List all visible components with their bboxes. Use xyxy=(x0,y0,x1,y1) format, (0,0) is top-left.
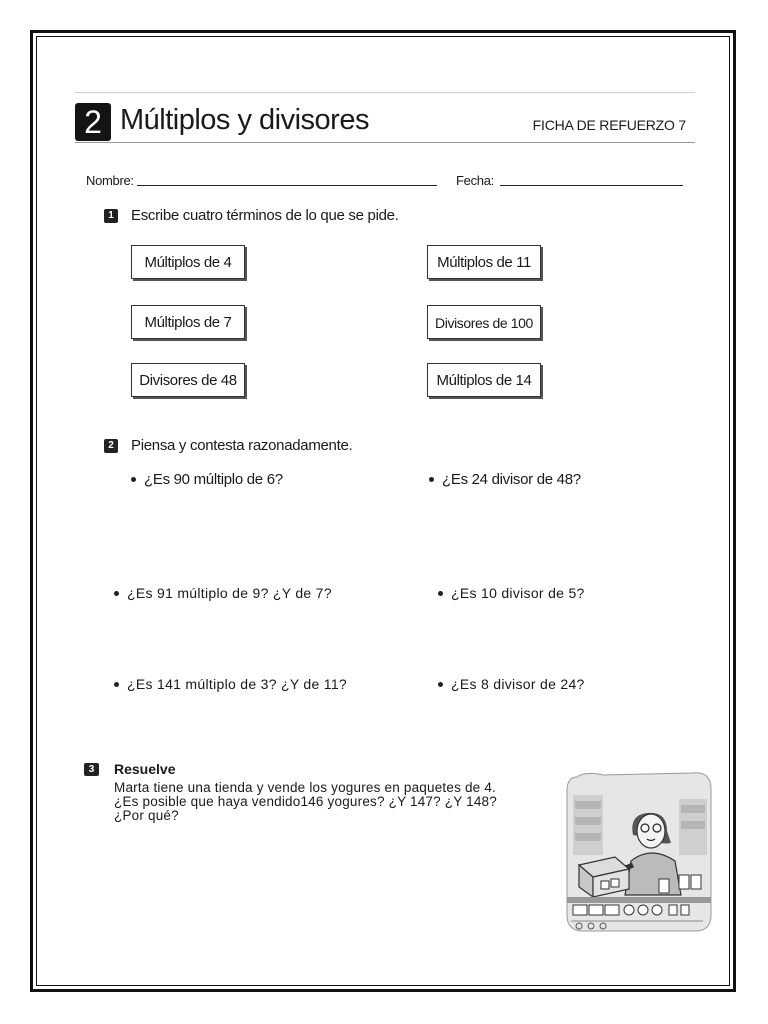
question-text: ¿Es 24 divisor de 48? xyxy=(442,471,581,488)
tag-multiples-of-14: Múltiplos de 14 xyxy=(427,363,541,397)
unit-number-badge: 2 xyxy=(75,103,111,141)
exercise-1-title: Escribe cuatro términos de lo que se pide. xyxy=(131,207,399,224)
tag-multiples-of-4: Múltiplos de 4 xyxy=(131,245,245,279)
bullet-icon xyxy=(131,477,136,482)
exercise-3-line: ¿Es posible que haya vendido146 yogures? ¿Y 147? ¿Y 148? xyxy=(114,794,497,809)
unit-title: Múltiplos y divisores xyxy=(120,104,369,136)
exercise-2-title: Piensa y contesta razonadamente. xyxy=(131,437,353,454)
exercise-1-number: 1 xyxy=(104,209,118,223)
date-field-line[interactable] xyxy=(500,185,683,186)
bullet-icon xyxy=(429,477,434,482)
name-field-line[interactable] xyxy=(137,185,437,186)
question-item xyxy=(438,585,585,601)
bullet-icon xyxy=(114,682,119,687)
tag-multiples-of-7: Múltiplos de 7 xyxy=(131,305,245,339)
bullet-icon xyxy=(438,682,443,687)
exercise-3-text xyxy=(114,781,554,823)
question-text: ¿Es 8 divisor de 24? xyxy=(451,676,585,692)
tag-multiples-of-11: Múltiplos de 11 xyxy=(427,245,541,279)
question-item xyxy=(114,676,347,692)
exercise-3-line: Marta tiene una tienda y vende los yogures en paquetes de 4. xyxy=(114,780,497,795)
sheet-label: FICHA DE REFUERZO 7 xyxy=(532,117,686,133)
header-top-rule xyxy=(75,92,695,93)
exercise-3-line: ¿Por qué? xyxy=(114,808,179,823)
exercise-3-number: 3 xyxy=(84,763,99,776)
exercise-2-number: 2 xyxy=(104,439,118,453)
question-item xyxy=(131,471,283,488)
question-text: ¿Es 141 múltiplo de 3? ¿Y de 11? xyxy=(127,676,347,692)
tag-divisors-of-48: Divisores de 48 xyxy=(131,363,245,397)
bullet-icon xyxy=(114,591,119,596)
bullet-icon xyxy=(438,591,443,596)
name-label: Nombre: xyxy=(86,173,134,188)
question-text: ¿Es 10 divisor de 5? xyxy=(451,585,585,601)
date-label: Fecha: xyxy=(456,173,494,188)
tag-divisors-of-100: Divisores de 100 xyxy=(427,305,541,339)
header-bottom-rule xyxy=(75,142,695,143)
shopkeeper-illustration xyxy=(563,765,713,935)
question-text: ¿Es 91 múltiplo de 9? ¿Y de 7? xyxy=(127,585,332,601)
question-item xyxy=(429,471,581,488)
question-item xyxy=(438,676,585,692)
question-text: ¿Es 90 múltiplo de 6? xyxy=(144,471,283,488)
exercise-3-title: Resuelve xyxy=(114,761,176,777)
question-item xyxy=(114,585,332,601)
